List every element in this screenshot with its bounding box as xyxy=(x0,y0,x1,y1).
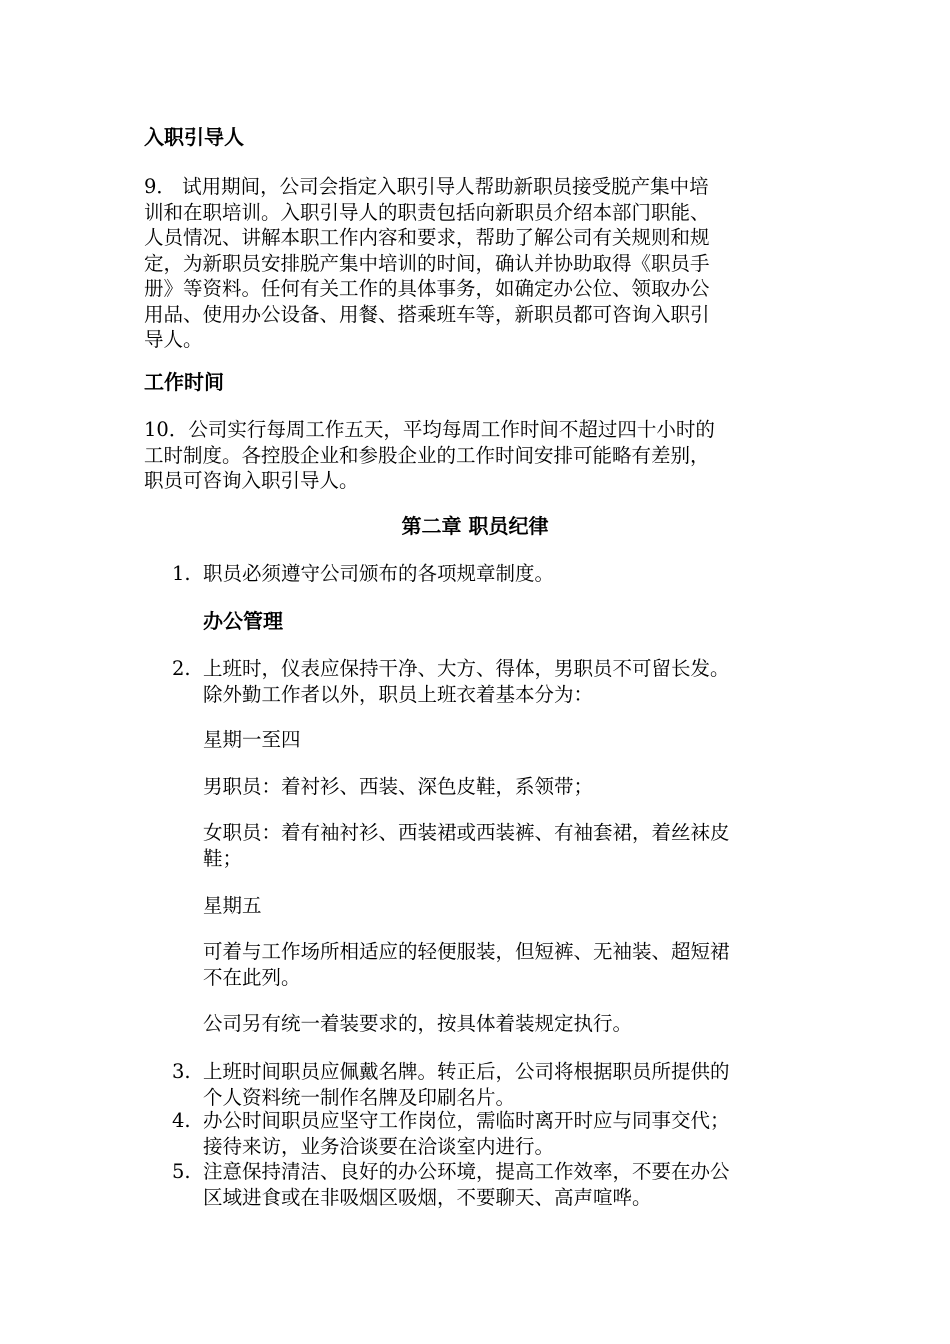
paragraph-line: 10．公司实行每周工作五天，平均每周工作时间不超过四十小时的 xyxy=(144,418,715,441)
section-heading-working-hours: 工作时间 xyxy=(144,370,224,394)
paragraph-line: 册》等资料。任何有关工作的具体事务，如确定办公位、领取办公 xyxy=(144,277,710,300)
list-number: 4. xyxy=(172,1109,191,1132)
list-item-2 xyxy=(203,656,730,707)
paragraph-line: 上班时间职员应佩戴名牌。转正后，公司将根据职员所提供的 xyxy=(203,1060,730,1083)
dress-mon-thu-label: 星期一至四 xyxy=(203,728,301,751)
dress-female xyxy=(203,820,730,871)
section-heading-onboarding-guide: 入职引导人 xyxy=(144,125,244,149)
paragraph-line: 工时制度。各控股企业和参股企业的工作时间安排可能略有差别， xyxy=(144,443,710,467)
list-item-5 xyxy=(203,1159,730,1210)
list-number: 2. xyxy=(172,657,191,680)
dress-special-note: 公司另有统一着装要求的，按具体着装规定执行。 xyxy=(203,1012,633,1035)
paragraph-line: 办公时间职员应坚守工作岗位，需临时离开时应与同事交代； xyxy=(203,1109,730,1132)
paragraph-line: 注意保持清洁、良好的办公环境，提高工作效率，不要在办公 xyxy=(203,1160,730,1183)
paragraph-line: 训和在职培训。入职引导人的职责包括向新职员介绍本部门职能、 xyxy=(144,200,710,224)
paragraph-line: 职员可咨询入职引导人。 xyxy=(144,469,359,492)
dress-friday-desc xyxy=(203,939,730,990)
list-number: 3. xyxy=(172,1060,191,1083)
paragraph-line: 9． 试用期间，公司会指定入职引导人帮助新职员接受脱产集中培 xyxy=(144,175,709,198)
paragraph-line: 不在此列。 xyxy=(203,965,301,989)
chapter-title: 第二章 职员纪律 xyxy=(401,514,549,538)
dress-friday-label: 星期五 xyxy=(203,894,262,917)
paragraph-line: 女职员：着有袖衬衫、西装裙或西装裤、有袖套裙，着丝袜皮 xyxy=(203,821,730,844)
list-item-3 xyxy=(203,1059,730,1110)
paragraph-line: 人员情况、讲解本职工作内容和要求，帮助了解公司有关规则和规 xyxy=(144,226,710,249)
list-number: 5. xyxy=(172,1160,191,1183)
paragraph-line: 导人。 xyxy=(144,328,203,351)
list-item-1: 职员必须遵守公司颁布的各项规章制度。 xyxy=(203,562,555,585)
paragraph-line: 除外勤工作者以外，职员上班衣着基本分为： xyxy=(203,682,594,706)
paragraph-line: 区域进食或在非吸烟区吸烟，不要聊天、高声喧哗。 xyxy=(203,1185,652,1209)
paragraph-line: 上班时，仪表应保持干净、大方、得体，男职员不可留长发。 xyxy=(203,657,730,680)
paragraph-line: 定，为新职员安排脱产集中培训的时间，确认并协助取得《职员手 xyxy=(144,251,710,275)
list-item-4 xyxy=(203,1108,730,1159)
paragraph-line: 个人资料统一制作名牌及印刷名片。 xyxy=(203,1085,516,1109)
paragraph-line: 接待来访，业务洽谈要在洽谈室内进行。 xyxy=(203,1134,555,1158)
subheading-office-management: 办公管理 xyxy=(203,609,283,633)
paragraph-9 xyxy=(144,174,710,353)
paragraph-line: 可着与工作场所相适应的轻便服装，但短裤、无袖装、超短裙 xyxy=(203,940,730,963)
paragraph-line: 鞋； xyxy=(203,846,243,870)
paragraph-10 xyxy=(144,417,715,494)
dress-male: 男职员：着衬衫、西装、深色皮鞋，系领带； xyxy=(203,775,594,798)
paragraph-line: 用品、使用办公设备、用餐、搭乘班车等，新职员都可咨询入职引 xyxy=(144,302,710,326)
list-number: 1. xyxy=(172,562,191,585)
